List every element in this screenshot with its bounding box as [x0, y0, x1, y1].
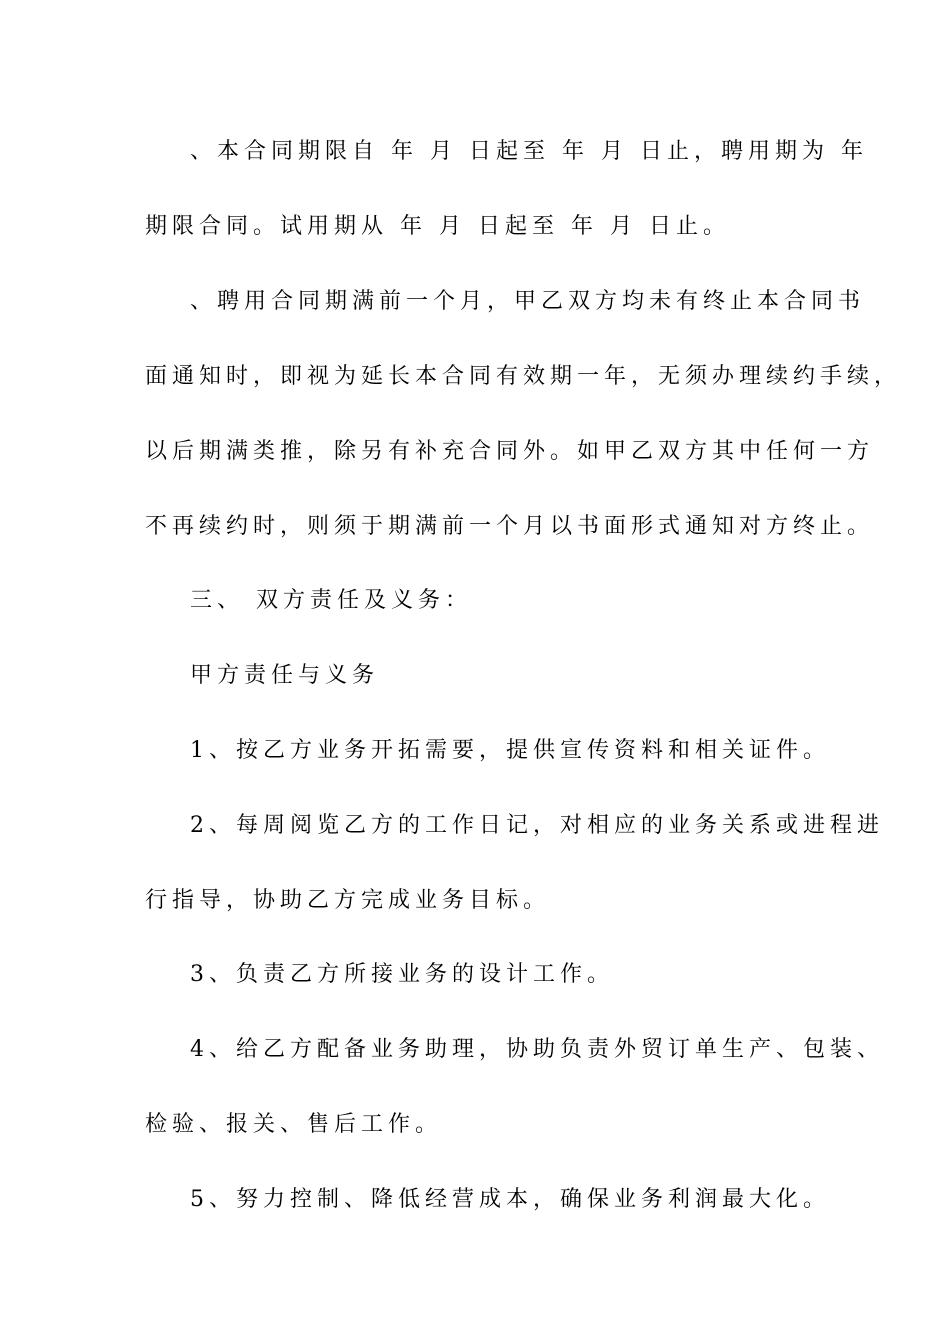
list-item: 3、负责乙方所接业务的设计工作。	[190, 962, 614, 987]
paragraph-line: 、聘用合同期满前一个月，甲乙双方均未有终止本合同书	[190, 289, 866, 314]
list-item: 5、努力控制、降低经营成本，确保业务利润最大化。	[190, 1187, 830, 1212]
paragraph-line: 期限合同。试用期从 年 月 日起至 年 月 日止。	[145, 214, 730, 239]
paragraph-line: 以后期满类推，除另有补充合同外。如甲乙双方其中任何一方	[145, 439, 875, 464]
paragraph-line: 不再续约时，则须于期满前一个月以书面形式通知对方终止。	[145, 514, 875, 539]
paragraph-line: 面通知时，即视为延长本合同有效期一年，无须办理续约手续，	[145, 364, 902, 389]
paragraph-line: 、本合同期限自 年 月 日起至 年 月 日止，聘用期为 年	[190, 139, 868, 164]
list-item: 4、给乙方配备业务助理，协助负责外贸订单生产、包装、	[190, 1037, 884, 1062]
list-item-continuation: 检验、报关、售后工作。	[145, 1112, 443, 1137]
subsection-heading: 甲方责任与义务	[190, 663, 380, 688]
list-item-continuation: 行指导，协助乙方完成业务目标。	[145, 888, 551, 913]
list-item: 1、按乙方业务开拓需要，提供宣传资料和相关证件。	[190, 738, 830, 763]
section-heading: 三、 双方责任及义务：	[190, 588, 472, 613]
list-item: 2、每周阅览乙方的工作日记，对相应的业务关系或进程进	[190, 813, 884, 838]
